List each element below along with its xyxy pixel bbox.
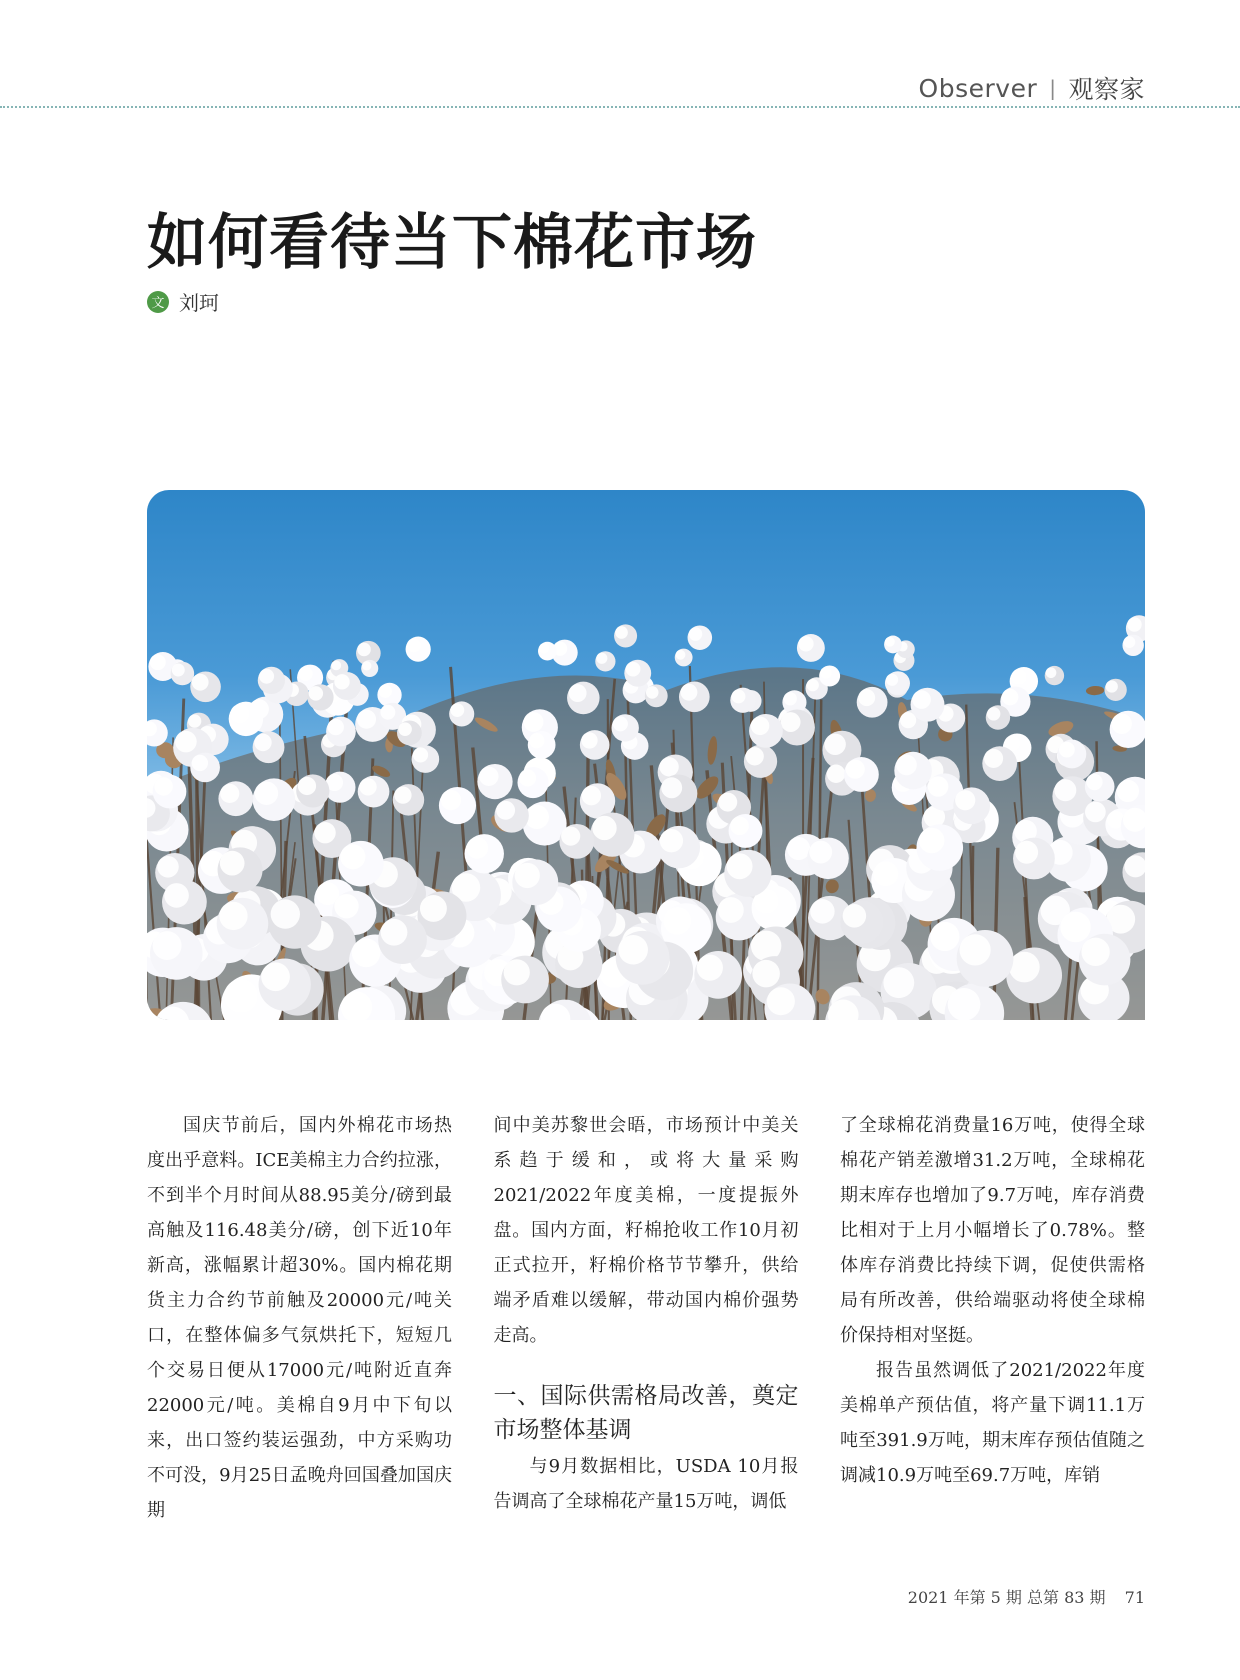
column-1 <box>147 1108 452 1528</box>
paragraph: 报告虽然调低了2021/2022年度美棉单产预估值，将产量下调11.1万吨至391.9万吨，期末库存预估值随之调减10.9万吨至69.7万吨，库销 <box>840 1360 1145 1486</box>
header-separator: | <box>1049 76 1057 100</box>
header-dotted-rule <box>0 106 1240 108</box>
cotton-illustration <box>147 490 1145 1020</box>
page-footer <box>908 1585 1145 1608</box>
paragraph: 国庆节前后，国内外棉花市场热度出乎意料。ICE美棉主力合约拉涨，不到半个月时间从88.95美分/磅到最高触及116.48美分/磅，创下近10年新高，涨幅累计超30%。国内棉花期货主力合约节前触及20000元/吨关口，在整体偏多气氛烘托下，短短几个交易日便从17000元/吨附近直奔22000元/吨。美棉自9月中下旬以来，出口签约装运强劲，中方采购功不可没，9月25日孟晚舟回国叠加国庆期 <box>147 1115 452 1521</box>
section-name-cn: 观察家 <box>1068 75 1145 104</box>
paragraph: 了全球棉花消费量16万吨，使得全球棉花产销差激增31.2万吨，全球棉花期末库存也增加了9.7万吨，库存消费比相对于上月小幅增长了0.78%。整体库存消费比持续下调，促使供需格局有所改善，供给端驱动将使全球棉价保持相对坚挺。 <box>840 1115 1145 1346</box>
author-name: 刘珂 <box>179 291 219 315</box>
column-2 <box>494 1108 799 1528</box>
author-badge-icon: 文 <box>147 291 169 313</box>
paragraph: 间中美苏黎世会晤，市场预计中美关系趋于缓和，或将大量采购2021/2022年度美棉，一度提振外盘。国内方面，籽棉抢收工作10月初正式拉开，籽棉价格节节攀升，供给端矛盾难以缓解，带动国内棉价强势走高。 <box>493 1115 799 1346</box>
byline <box>147 287 219 316</box>
section-heading: 一、国际供需格局改善，奠定市场整体基调 <box>493 1383 799 1443</box>
running-header <box>919 70 1145 106</box>
column-3 <box>840 1108 1145 1528</box>
page-number: 71 <box>1124 1588 1145 1607</box>
article-title: 如何看待当下棉花市场 <box>147 208 757 278</box>
paragraph: 与9月数据相比，USDA 10月报告调高了全球棉花产量15万吨，调低 <box>493 1456 799 1512</box>
cotton-field-photo <box>147 490 1145 1020</box>
section-name-en: Observer <box>918 73 1038 103</box>
article-body <box>147 1108 1145 1528</box>
issue-info: 2021 年第 5 期 总第 83 期 <box>907 1588 1106 1607</box>
